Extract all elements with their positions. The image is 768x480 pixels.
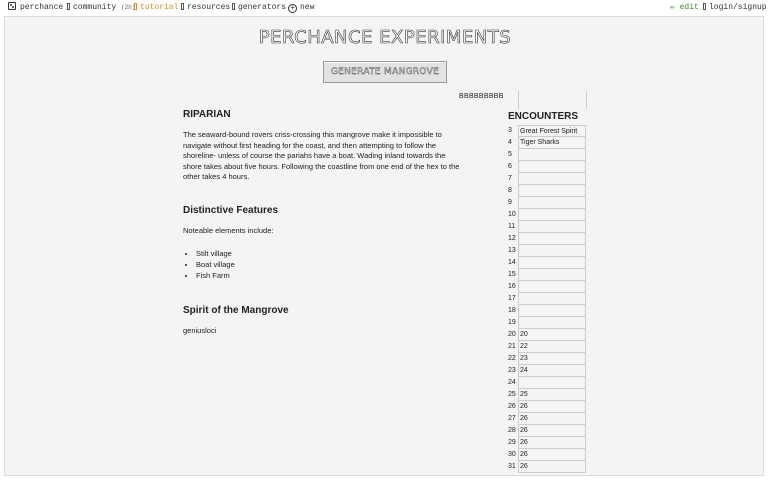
table-row <box>507 269 587 281</box>
table-row <box>507 329 587 341</box>
table-row <box>507 173 587 185</box>
table-row <box>507 437 587 449</box>
community-label: community <box>73 3 117 12</box>
encounter-result <box>518 173 586 185</box>
encounter-result: 26 <box>518 461 586 473</box>
encounters-header-cell <box>518 91 587 109</box>
riparian-description: The seaward-bound rovers criss-crossing this mangrove make it impossible to navigate without first heading for the coast, and then attempting to follow the shoreline- unless of course the pariahs have a boat. Wading inland towards the shore takes about five hours. Following the coastline from one end of the hex to the other takes 4 hours. <box>183 130 460 181</box>
encounter-result: 20 <box>518 329 586 341</box>
encounter-result: Tiger Sharks <box>518 137 586 149</box>
encounter-result <box>518 209 586 221</box>
community-icon <box>67 3 70 10</box>
encounters-table <box>507 91 587 473</box>
encounter-result <box>518 293 586 305</box>
encounter-roll: 5 <box>508 151 512 158</box>
encounter-result <box>518 161 586 173</box>
table-row <box>507 185 587 197</box>
table-row <box>507 149 587 161</box>
encounter-roll: 13 <box>508 247 516 254</box>
table-row <box>507 461 587 473</box>
generators-icon <box>232 3 235 10</box>
table-row <box>507 197 587 209</box>
table-row <box>507 365 587 377</box>
edit-link[interactable] <box>670 0 699 16</box>
new-link[interactable] <box>288 0 314 16</box>
encounter-result: Great Forest Spirit <box>518 125 586 137</box>
spirit-text: geniusloci <box>183 326 217 335</box>
generators-label: generators <box>238 3 287 12</box>
section-heading-spirit: Spirit of the Mangrove <box>183 305 289 316</box>
table-row <box>507 317 587 329</box>
tutorial-label: tutorial <box>140 3 179 12</box>
encounter-result <box>518 377 586 389</box>
brand-label: perchance <box>20 3 64 12</box>
table-row <box>507 305 587 317</box>
table-row <box>507 425 587 437</box>
generator-output-frame <box>4 16 764 476</box>
encounter-roll: 17 <box>508 295 516 302</box>
login-icon <box>703 3 706 10</box>
table-row <box>507 389 587 401</box>
encounter-result: 22 <box>518 341 586 353</box>
encounter-result <box>518 185 586 197</box>
encounters-rows <box>507 125 587 473</box>
encounter-roll: 28 <box>508 427 516 434</box>
generate-mangrove-button[interactable]: GENERATE MANGROVE <box>323 61 447 83</box>
table-row <box>507 413 587 425</box>
encounter-result: 26 <box>518 401 586 413</box>
top-nav <box>0 0 768 16</box>
generators-link[interactable] <box>232 0 286 16</box>
encounters-title: ENCOUNTERS <box>508 111 579 122</box>
encounter-roll: 20 <box>508 331 516 338</box>
encounter-roll: 10 <box>508 211 516 218</box>
main-content <box>183 109 463 359</box>
table-row <box>507 161 587 173</box>
table-row <box>507 245 587 257</box>
resources-link[interactable] <box>181 0 230 16</box>
encounter-roll: 14 <box>508 259 516 266</box>
encounter-roll: 25 <box>508 391 516 398</box>
encounter-roll: 22 <box>508 355 516 362</box>
dice-icon <box>8 2 16 10</box>
encounter-roll: 16 <box>508 283 516 290</box>
encounter-roll: 11 <box>508 223 516 230</box>
table-row <box>507 293 587 305</box>
section-heading-riparian: RIPARIAN <box>183 109 231 120</box>
community-link[interactable] <box>67 0 135 16</box>
encounter-result: 26 <box>518 425 586 437</box>
encounter-roll: 19 <box>508 319 516 326</box>
table-row <box>507 449 587 461</box>
table-row <box>507 233 587 245</box>
features-intro: Noteable elements include: <box>183 225 274 235</box>
encounter-roll: 8 <box>508 187 512 194</box>
encounter-result <box>518 221 586 233</box>
table-row <box>507 257 587 269</box>
table-row <box>507 401 587 413</box>
table-row <box>507 377 587 389</box>
list-item: • Stilt village <box>196 248 463 259</box>
encounter-roll: 23 <box>508 367 516 374</box>
encounter-roll: 31 <box>508 463 516 470</box>
table-row <box>507 209 587 221</box>
encounter-roll: 15 <box>508 271 516 278</box>
encounter-result <box>518 233 586 245</box>
resources-label: resources <box>187 3 231 12</box>
encounter-result: 26 <box>518 413 586 425</box>
encounter-result <box>518 257 586 269</box>
table-row <box>507 221 587 233</box>
encounter-roll: 30 <box>508 451 516 458</box>
encounter-result <box>518 305 586 317</box>
encounter-roll: 26 <box>508 403 516 410</box>
encounter-roll: 7 <box>508 175 512 182</box>
encounter-roll: 27 <box>508 415 516 422</box>
encounter-result: 25 <box>518 389 586 401</box>
encounter-roll: 18 <box>508 307 516 314</box>
encounter-result <box>518 149 586 161</box>
tutorial-link[interactable] <box>134 0 178 16</box>
encounter-roll: 4 <box>508 139 512 146</box>
new-label: new <box>300 3 315 12</box>
encounter-result <box>518 317 586 329</box>
brand-link[interactable] <box>8 0 63 16</box>
encounter-roll: 21 <box>508 343 516 350</box>
table-row <box>507 125 587 137</box>
encounter-result <box>518 197 586 209</box>
encounter-result <box>518 245 586 257</box>
encounter-result: 23 <box>518 353 586 365</box>
encounter-result <box>518 269 586 281</box>
encounter-roll: 6 <box>508 163 512 170</box>
tutorial-icon <box>134 3 137 10</box>
features-list <box>183 248 463 281</box>
edit-label: ✏ edit <box>670 3 699 12</box>
encounter-result <box>518 281 586 293</box>
list-item: • Boat village <box>196 259 463 270</box>
login-label: login/signup <box>709 3 767 12</box>
overflow-text: BBBBBBBBB <box>459 93 504 100</box>
table-row <box>507 137 587 149</box>
encounter-result: 26 <box>518 437 586 449</box>
table-row <box>507 353 587 365</box>
list-item: • Fish Farm <box>196 270 463 281</box>
table-row <box>507 341 587 353</box>
encounter-roll: 24 <box>508 379 516 386</box>
community-count: (2h) <box>121 4 136 11</box>
encounter-roll: 29 <box>508 439 516 446</box>
encounter-roll: 9 <box>508 199 512 206</box>
encounter-roll: 3 <box>508 127 512 134</box>
encounter-result: 24 <box>518 365 586 377</box>
resources-icon <box>181 3 184 10</box>
table-row <box>507 281 587 293</box>
encounter-result: 26 <box>518 449 586 461</box>
encounter-roll: 12 <box>508 235 516 242</box>
login-link[interactable] <box>703 0 767 16</box>
section-heading-features: Distinctive Features <box>183 204 279 216</box>
plus-circle-icon: + <box>288 4 297 13</box>
page-title: PERCHANCE EXPERIMENTS <box>258 27 512 48</box>
